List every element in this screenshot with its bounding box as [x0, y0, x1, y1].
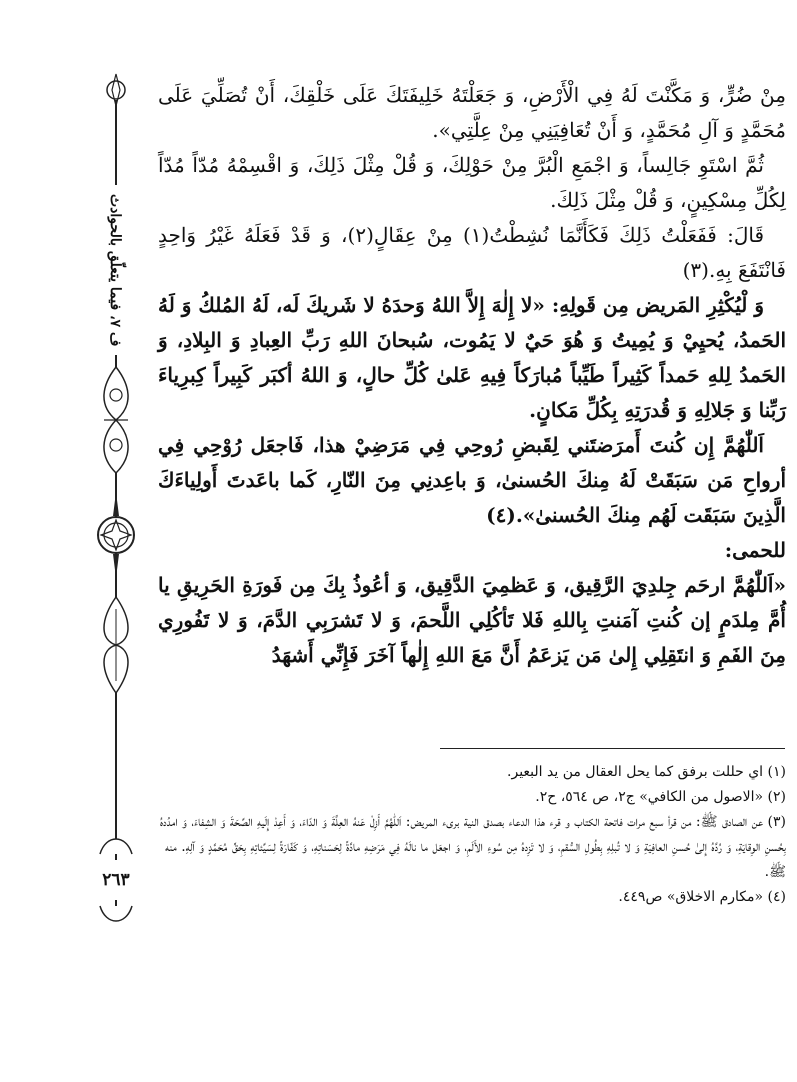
footnote-separator: [440, 748, 785, 749]
footnote-text: اي حللت برفق كما يحل العقال من يد البعير.: [507, 764, 764, 780]
floral-medallion-icon: [96, 365, 136, 475]
footnote-number: (٣): [767, 814, 786, 830]
prayer-paragraph: وَ لْيُكْثِرِ المَريض مِن قَولِهِ: «لا إِلٰهَ إِلاَّ اللهُ وَحدَهُ لا شَريكَ لَه، لَهُ المُلكُ وَ لَهُ الحَمدُ، يُحيِيْ وَ يُمِيتُ وَ هُوَ حَيٌ لا يَمُوت، سُبحانَ اللهِ رَبِّ العِبادِ وَ البِلادِ، وَ الحَمدُ لِلهِ حَمداً كَثِيراً طَيِّباً مُبارَكاً فِيهِ عَلىٰ كُلِّ حالٍ، وَ اللهُ أكبَر كَبِيراً كِبرِياءَ رَبِّنا وَ جَلالِهِ وَ قُدرَتِهِ بِكُلِّ مَكانٍ.: [158, 293, 786, 422]
section-heading: للحمى:: [724, 538, 786, 562]
footnote-text: عن الصادق ﷺ: من قرأ سبع مرات فاتحة الكتاب و قرء هذا الدعاء بصدق النية برىء المريض: اَللّٰهُمَّ أَزِلْ عَنهُ العِلَّةَ وَ الدّاءَ، وَ أَعِدْ إِلَيهِ الصِّحَةَ وَ الشِفاءَ، وَ امدُدهُ بِحُسنِ الوِقايَةِ، وَ رُدَّهُ إِلىٰ حُسنِ العافِيَةِ وَ لا تُبلِهِ بِطُولِ السُّقمِ، وَ لا تَزِدهُ مِن سُوءِ الأَلَمِ، وَ اجعَل ما نالَهُ فِي مَرَضِهِ مادَّةً لِحَسَناتِهِ، وَ كَفّارَةً لِسَيِّئاتِهِ بِحَقِّ مُحَمَّدٍ وَ آلِهِ. منه ﷺ.: [160, 814, 786, 880]
body-paragraph: ثُمَّ اسْتَوِ جَالِساً، وَ اجْمَعِ الْبُرَّ مِنْ حَوْلِكَ، وَ قُلْ مِثْلَ ذَلِكَ، وَ اقْسِمْهُ مُدّاً مُدّاً لِكُلِّ مِسْكِينٍ، وَ قُلْ مِثْلَ ذَلِكَ.: [158, 153, 786, 212]
footnote-text: «مكارم الاخلاق» ص٤٤٩.: [618, 889, 764, 905]
running-head: ف ٧، فيما يتعلّق بالحوادث: [100, 185, 130, 355]
footnote-number: (٢): [767, 789, 786, 805]
footnotes: [158, 760, 786, 910]
star-medallion-icon: [96, 490, 136, 580]
page-number: ٢٦٣: [96, 860, 136, 900]
footnote: [158, 810, 786, 885]
prayer-paragraph: اَللّٰهُمَّ إِن كُنتَ أَمرَضتَني لِقَبضِ رُوحِي فِي مَرَضِيْ هذا، فَاجعَل رُوْحِي فِي أرواحِ مَن سَبَقَتْ لَهُ مِنكَ الحُسنىٰ، وَ باعِدنِي مِنَ النّارِ، كَما باعَدتَ أَولِياءَكَ الَّذِينَ سَبَقَت لَهُم مِنكَ الحُسنىٰ».(٤): [158, 433, 786, 527]
page-number-bottom-ornament-icon: [96, 904, 136, 930]
footnote: [158, 760, 786, 785]
top-ornament-icon: [96, 70, 136, 110]
body-paragraph: قَالَ: فَفَعَلْتُ ذَلِكَ فَكَأَنَّمَا نُشِطْتُ(١) مِنْ عِقَالٍ(٢)، وَ قَدْ فَعَلَهُ غَيْرُ وَاحِدٍ فَانْتَفَعَ بِهِ.(٣): [158, 223, 786, 282]
footnote: [158, 885, 786, 910]
footnote-number: (٤): [767, 889, 786, 905]
page-number-top-ornament-icon: [96, 830, 136, 856]
prayer-paragraph: «اَللّٰهُمَّ ارحَم جِلدِيَ الرَّقِيق، وَ عَظمِيَ الدَّقِيق، وَ أعُوذُ بِكَ مِن فَورَةِ الحَرِيقِ يا أُمَّ مِلدَمٍ إن كُنتِ آمَنتِ بِاللهِ فَلا تَأكُلِي اللَّحمَ، وَ لا تَشرَبِي الدَّمَ، وَ لا تَفُورِي مِنَ الفَمِ وَ انتَقِلِي إِلىٰ مَن يَزعَمُ أَنَّ مَعَ اللهِ إِلٰهاً آخَرَ فَإِنِّي أَشهَدُ: [158, 573, 786, 667]
footnote: [158, 785, 786, 810]
footnote-text: «الاصول من الكافي» ج٢، ص ٥٦٤، ح٢.: [535, 789, 764, 805]
lower-floral-ornament-icon: [96, 595, 136, 695]
footnote-number: (١): [767, 764, 786, 780]
main-text: [158, 78, 786, 673]
body-paragraph: مِنْ ضُرٍّ، وَ مَكَّنْتَ لَهُ فِي الْأَرْضِ، وَ جَعَلْتَهُ خَلِيفَتَكَ عَلَى خَلْقِكَ، أَنْ تُصَلِّيَ عَلَى مُحَمَّدٍ وَ آلِ مُحَمَّدٍ، وَ أَنْ تُعَافِيَنِي مِنْ عِلَّتِي».: [158, 83, 786, 142]
side-ornament-column: [96, 70, 136, 950]
